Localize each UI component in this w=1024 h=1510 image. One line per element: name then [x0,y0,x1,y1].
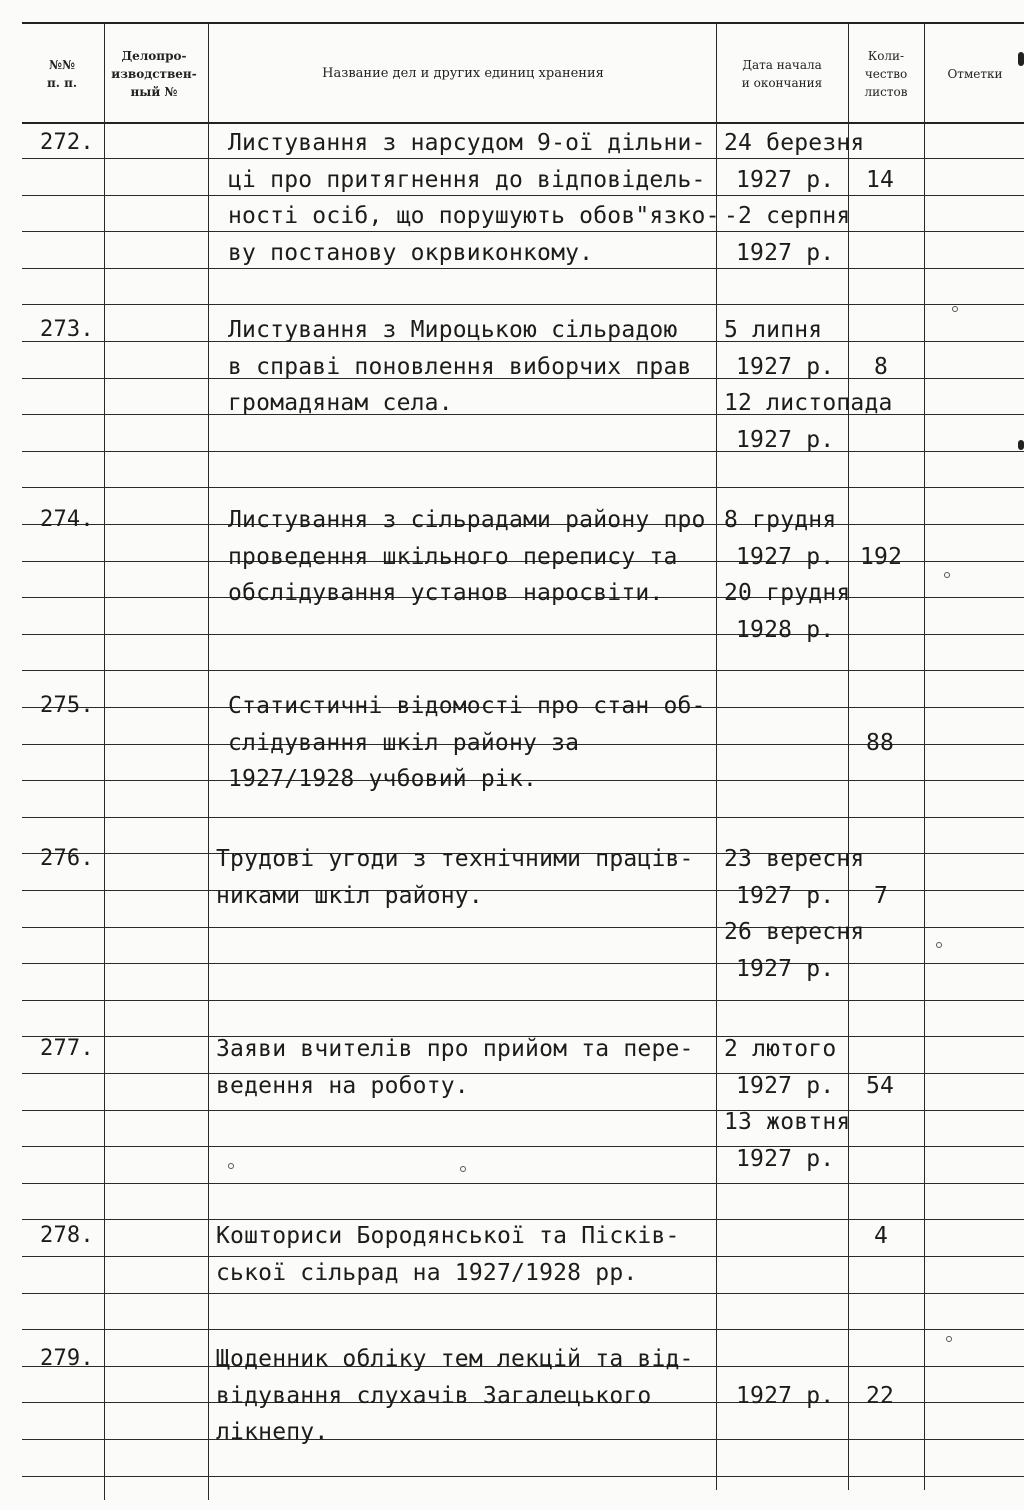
entry-sheet-count: 7 [874,883,889,909]
column-rule [104,24,105,1500]
paper-speck [936,942,942,948]
entry-title-line: ності осіб, що порушують обов"язко- [228,203,720,229]
ruled-line [22,1293,1024,1294]
entry-title-line: слідування шкіл району за [228,730,580,756]
ruled-line [22,231,1024,232]
entry-date-line: 1927 р. [736,1073,835,1099]
paper-speck [460,1166,466,1172]
entry-date-line: 13 жовтня [724,1109,851,1135]
entry-date-line: 12 листопада [724,390,893,416]
ruled-line [22,634,1024,635]
entry-date-line: 1927 р. [736,956,835,982]
entry-title-line: Щоденник обліку тем лекцій та від- [216,1346,694,1372]
entry-sheet-count: 88 [866,730,895,756]
entry-sheet-count: 4 [874,1223,889,1249]
entry-title-line: никами шкіл району. [216,883,483,909]
entry-title-line: ці про притягнення до відповідель- [228,167,706,193]
column-rule [716,24,717,1490]
entry-title-line: Кошториси Бородянської та Піскiв- [216,1223,680,1249]
column-rule [848,24,849,1490]
entry-number: 278. [40,1223,94,1248]
entry-title-line: ської сільрад на 1927/1928 рр. [216,1260,638,1286]
entry-title-line: ву постанову окрвиконкому. [228,240,594,266]
ruled-line [22,1110,1024,1111]
paper-speck [228,1163,234,1169]
entry-date-line: 1927 р. [736,427,835,453]
ruled-line [22,817,1024,818]
ruled-line [22,1256,1024,1257]
entry-date-line: 1927 р. [736,1146,835,1172]
entry-title-line: Листування з нарсудом 9-ої дільни- [228,130,706,156]
entry-sheet-count: 54 [866,1073,895,1099]
entry-title-line: громадянам села. [228,390,453,416]
ink-blot [1018,52,1024,66]
entry-title-line: відування слухачів Загалецького [216,1383,652,1409]
entry-date-line: 24 березня [724,130,865,156]
ruled-line [22,451,1024,452]
entry-number: 276. [40,846,94,871]
entry-sheet-count: 22 [866,1383,895,1409]
entry-date-line: 1927 р. [736,1383,835,1409]
entry-sheet-count: 8 [874,354,889,380]
entry-date-line: 20 грудня [724,580,851,606]
ruled-line [22,195,1024,196]
entry-title-line: в справі поновлення виборчих прав [228,354,692,380]
header-col-dates: Дата начала и окончания [741,58,823,90]
header-col-notes: Отметки [947,67,1003,81]
entry-date-line: 8 грудня [724,507,837,533]
entry-title-line: обслідування установ наросвіти. [228,580,664,606]
column-rule [208,24,209,1500]
entry-title-line: проведення шкільного перепису та [228,544,678,570]
ruled-line [22,1000,1024,1001]
entry-number: 274. [40,507,94,532]
header-top-rule [22,22,1024,24]
ruled-line [22,963,1024,964]
ruled-line [22,1146,1024,1147]
entry-date-line: 5 липня [724,317,823,343]
entry-sheet-count: 192 [860,544,903,570]
entry-title-line: 1927/1928 учбовий рік. [228,766,538,792]
paper-speck [946,1336,952,1342]
entry-date-line: 1927 р. [736,544,835,570]
entry-date-line: 1927 р. [736,167,835,193]
entry-date-line: -2 серпня [724,203,851,229]
ruled-line [22,1219,1024,1220]
entry-title-line: ведення на роботу. [216,1073,469,1099]
entry-title-line: Заяви вчителів про прийом та пере- [216,1036,694,1062]
entry-title-line: Листування з сільрадами району про [228,507,706,533]
paper-speck [944,572,950,578]
entry-sheet-count: 14 [866,167,895,193]
entry-number: 277. [40,1036,94,1061]
ruled-line [22,1329,1024,1330]
entry-date-line: 1927 р. [736,354,835,380]
header-col-title: Название дел и других единиц хранения [322,66,604,81]
ruled-line [22,1476,1024,1477]
ruled-line [22,670,1024,671]
ruled-line [22,1439,1024,1440]
header-col-office-number: Делопро- изводствен- ный № [111,49,197,99]
entry-date-line: 1928 р. [736,617,835,643]
entry-title-line: Статистичні відомості про стан об- [228,693,706,719]
entry-number: 272. [40,130,94,155]
entry-title-line: Листування з Мироцькою сільрадою [228,317,678,343]
entry-number: 275. [40,693,94,718]
ruled-line [22,1183,1024,1184]
ruled-line [22,268,1024,269]
entry-title-line: Трудові угоди з технічними праців- [216,846,694,872]
ruled-line [22,487,1024,488]
entry-date-line: 1927 р. [736,240,835,266]
ink-blot [1018,440,1024,450]
entry-title-line: лікнепу. [216,1419,329,1445]
entry-number: 273. [40,317,94,342]
column-rule [924,24,925,1490]
ruled-line [22,158,1024,159]
ruled-line [22,927,1024,928]
header-bottom-rule [22,122,1024,124]
entry-date-line: 1927 р. [736,883,835,909]
entry-date-line: 23 вересня [724,846,865,872]
entry-date-line: 26 вересня [724,919,865,945]
header-col-number: №№ п. п. [46,58,78,90]
entry-date-line: 2 лютого [724,1036,837,1062]
paper-speck [952,306,958,312]
header-col-sheet-count: Коли- чество листов [864,49,908,99]
ruled-line [22,304,1024,305]
entry-number: 279. [40,1346,94,1371]
